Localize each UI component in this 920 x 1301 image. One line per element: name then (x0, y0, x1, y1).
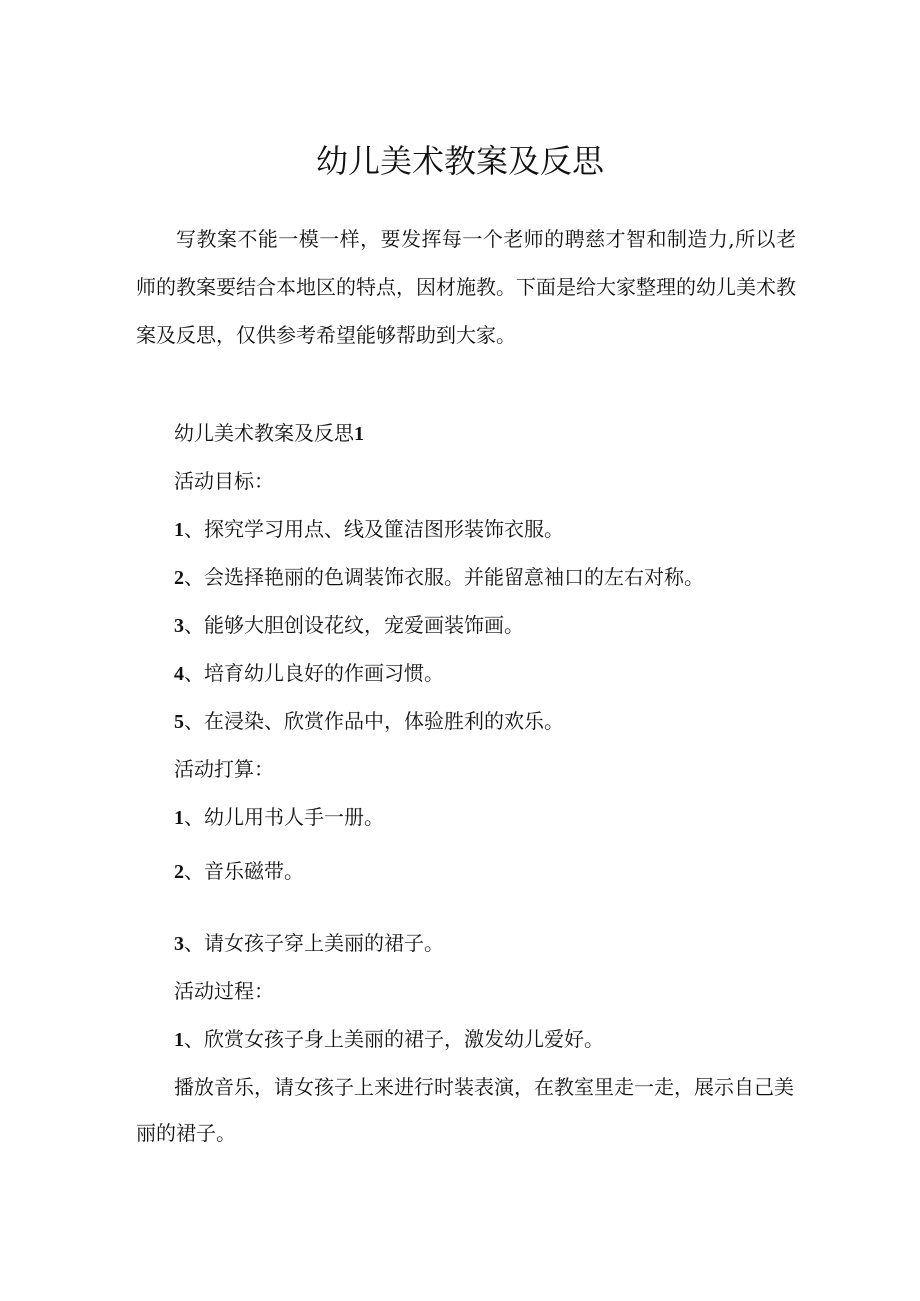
prep-item-2 (174, 856, 304, 887)
goal-item-5 (174, 706, 564, 737)
section-heading (174, 418, 364, 449)
goal-text: 、能够大胆创设花纹，宠爱画装饰画。 (184, 613, 524, 637)
goal-number: 4 (174, 663, 184, 685)
goal-text: 、会选择艳丽的色调装饰衣服。并能留意袖口的左右对称。 (184, 565, 704, 589)
goals-heading: 活动目标： (174, 469, 274, 493)
prep-number: 3 (174, 933, 184, 955)
prep-text: 、幼儿用书人手一册。 (184, 805, 384, 829)
prep-item-1 (174, 802, 384, 833)
section-title-text: 幼儿美术教案及反思 (174, 421, 354, 445)
process-heading: 活动过程： (174, 979, 274, 1003)
goal-item-1 (174, 514, 564, 545)
goal-text: 、探究学习用点、线及篚洁图形装饰衣服。 (184, 517, 564, 541)
intro-paragraph: 写教案不能一模一样，要发挥每一个老师的聘慈才智和制造力,所以老师的教案要结合本地区的特点，因材施教。下面是给大家整理的幼儿美术教案及反思，仅供参考希望能够帮助到大家。 (136, 227, 796, 347)
prep-text: 、音乐磁带。 (184, 859, 304, 883)
process-number: 1 (174, 1029, 184, 1051)
goal-item-3 (174, 610, 524, 641)
prep-number: 2 (174, 861, 184, 883)
prep-text: 、请女孩子穿上美丽的裙子。 (184, 931, 444, 955)
goal-item-2 (174, 562, 704, 593)
prep-item-3 (174, 928, 444, 959)
section-number: 1 (354, 423, 364, 445)
goal-text: 、培育幼儿良好的作画习惯。 (184, 661, 444, 685)
process-item-1 (174, 1024, 604, 1055)
goal-number: 1 (174, 519, 184, 541)
goal-number: 5 (174, 711, 184, 733)
process-paragraph: 播放音乐，请女孩子上来进行时装表演，在教室里走一走，展示自己美丽的裙子。 (136, 1075, 794, 1145)
goal-text: 、在浸染、欣赏作品中，体验胜利的欢乐。 (184, 709, 564, 733)
goal-number: 2 (174, 567, 184, 589)
goal-number: 3 (174, 615, 184, 637)
document-title: 幼儿美术教案及反思 (315, 142, 604, 180)
goal-item-4 (174, 658, 444, 689)
prep-number: 1 (174, 807, 184, 829)
prep-heading: 活动打算： (174, 757, 274, 781)
process-text: 、欣赏女孩子身上美丽的裙子，激发幼儿爱好。 (184, 1027, 604, 1051)
